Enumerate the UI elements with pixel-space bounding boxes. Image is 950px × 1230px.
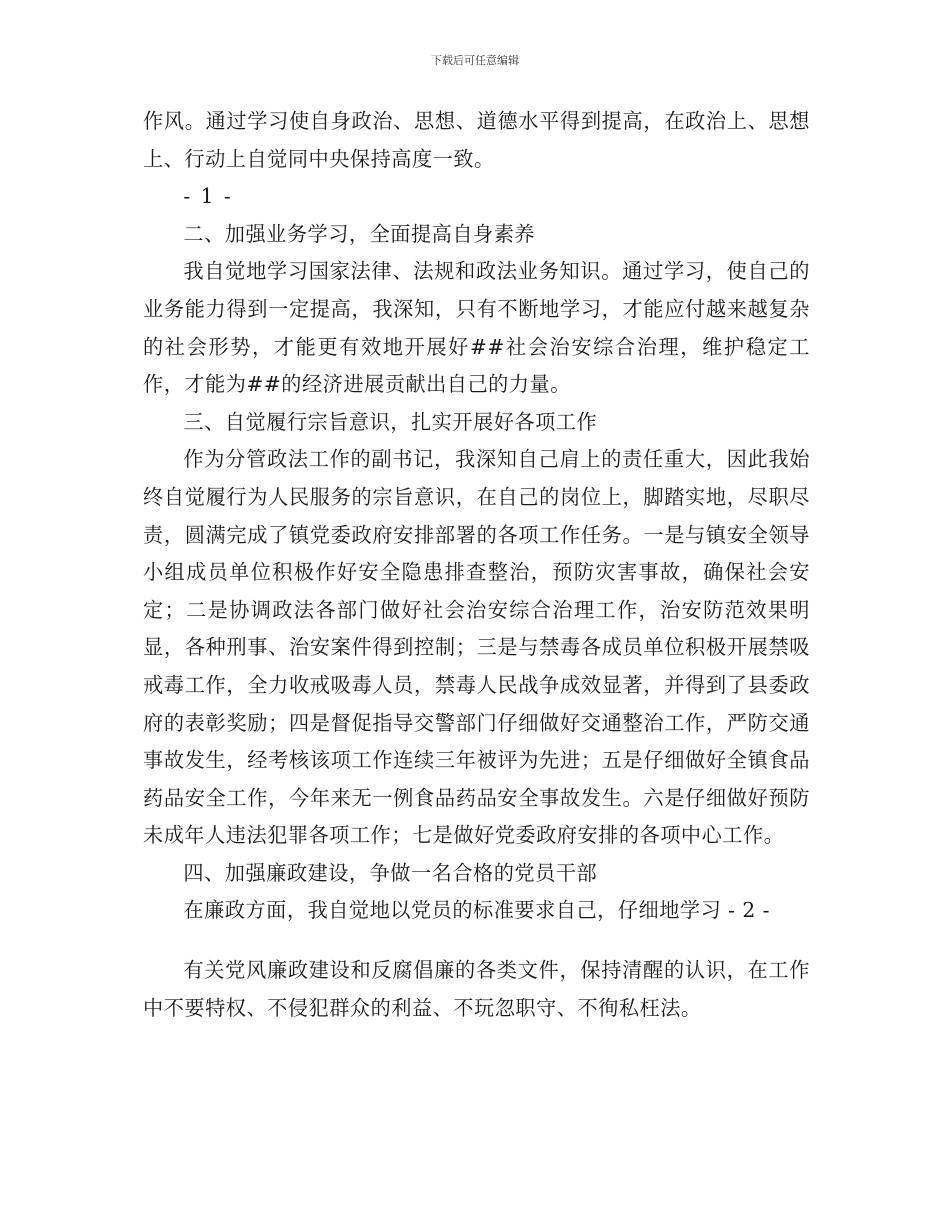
section-heading-2: 二、加强业务学习，全面提高自身素养 <box>183 221 536 246</box>
section-heading-4: 四、加强廉政建设，争做一名合格的党员干部 <box>183 860 598 885</box>
page-number-1: - 1 - <box>183 184 233 209</box>
page-header: 下载后可任意编辑 <box>431 54 519 67</box>
paragraph-4: 在廉政方面，我自觉地以党员的标准要求自己，仔细地学习 - 2 - <box>183 898 771 923</box>
document-body <box>143 103 810 1027</box>
paragraph-5: 有关党风廉政建设和反腐倡廉的各类文件，保持清醒的认识，在工作中不要特权、不侵犯群众的利益、不玩忽职守、不徇私枉法。 <box>143 958 810 1020</box>
section-heading-3: 三、自觉履行宗旨意识，扎实开展好各项工作 <box>183 409 598 434</box>
paragraph-continued: 作风。通过学习使自身政治、思想、道德水平得到提高，在政治上、思想上、行动上自觉同中央保持高度一致。 <box>143 109 810 171</box>
paragraph-2: 我自觉地学习国家法律、法规和政法业务知识。通过学习，使自己的业务能力得到一定提高，我深知，只有不断地学习，才能应付越来越复杂的社会形势，才能更有效地开展好##社会治安综合治理，维护稳定工作，才能为##的经济进展贡献出自己的力量。 <box>143 259 810 397</box>
paragraph-3: 作为分管政法工作的副书记，我深知自己肩上的责任重大，因此我始终自觉履行为人民服务的宗旨意识，在自己的岗位上，脚踏实地，尽职尽责，圆满完成了镇党委政府安排部署的各项工作任务。一是与镇安全领导小组成员单位积极作好安全隐患排查整治，预防灾害事故，确保社会安定；二是协调政法各部门做好社会治安综合治理工作，治安防范效果明显，各种刑事、治安案件得到控制；三是与禁毒各成员单位积极开展禁吸戒毒工作，全力收戒吸毒人员，禁毒人民战争成效显著，并得到了县委政府的表彰奖励；四是督促指导交警部门仔细做好交通整治工作，严防交通事故发生，经考核该项工作连续三年被评为先进；五是仔细做好全镇食品药品安全工作，今年来无一例食品药品安全事故发生。六是仔细做好预防未成年人违法犯罪各项工作；七是做好党委政府安排的各项中心工作。 <box>143 447 810 848</box>
